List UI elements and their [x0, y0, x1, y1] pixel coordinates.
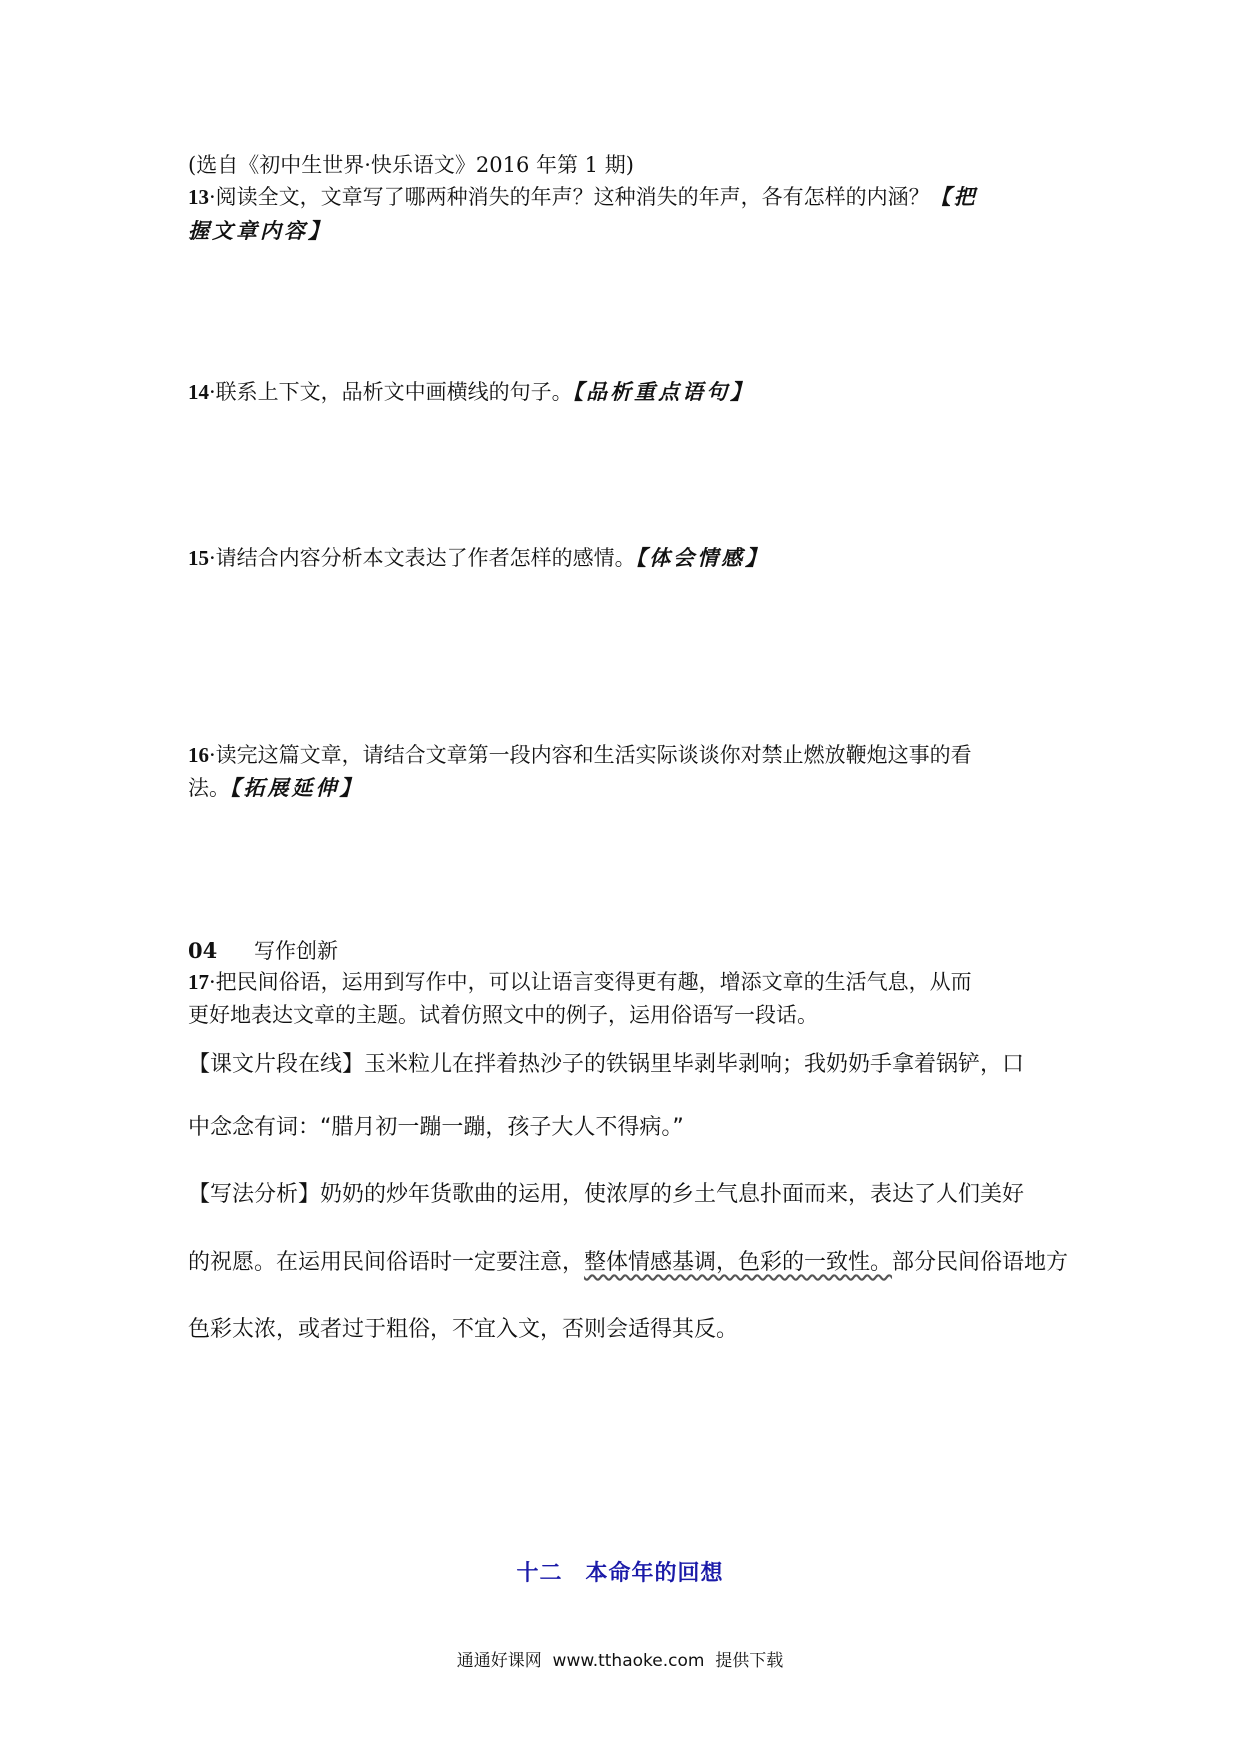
excerpt-text: 玉米粒儿在拌着热沙子的铁锅里毕剥毕剥响；我奶奶手拿着锅铲，口 — [364, 1052, 1025, 1077]
question-tag: 【拓展延伸】 — [230, 775, 364, 800]
question-16-line1 — [188, 740, 972, 770]
question-14 — [188, 377, 754, 407]
question-13-line1 — [188, 182, 978, 212]
question-number: 13 — [188, 185, 209, 209]
question-text: 法。 — [188, 776, 230, 800]
question-tag: 【品析重点语句】 — [572, 379, 755, 404]
question-text: ·请结合内容分析本文表达了作者怎样的感情。 — [209, 546, 636, 570]
analysis-line1 — [188, 1180, 1024, 1210]
source-citation: (选自《初中生世界·快乐语文》2016 年第 1 期) — [188, 153, 634, 177]
footer-credit: 通通好课网 www.tthaoke.com 提供下载 — [456, 1651, 784, 1671]
question-text: ·把民间俗语，运用到写作中，可以让语言变得更有趣，增添文章的生活气息，从而 — [209, 970, 972, 994]
analysis-text: 的祝愿。在运用民间俗语时一定要注意， — [188, 1250, 585, 1275]
excerpt-label: 【课文片段在线】 — [188, 1052, 365, 1077]
question-17-line1 — [188, 967, 972, 997]
question-number: 17 — [188, 970, 209, 994]
question-text: ·联系上下文，品析文中画横线的句子。 — [209, 380, 573, 404]
section-number: 04 — [188, 938, 218, 963]
excerpt-line2 — [188, 1113, 684, 1143]
excerpt-line1 — [188, 1050, 1024, 1080]
question-16-line2 — [188, 773, 364, 803]
analysis-label: 【写法分析】 — [188, 1182, 321, 1207]
question-tag: 握文章内容】 — [188, 218, 332, 243]
question-15 — [188, 543, 769, 573]
analysis-underlined-text: 整体情感基调，色彩的一致性。 — [584, 1250, 893, 1275]
analysis-text: 部分民间俗语地方 — [892, 1250, 1069, 1275]
section-heading — [188, 936, 338, 966]
analysis-line3 — [188, 1315, 738, 1345]
question-number: 15 — [188, 546, 209, 570]
question-text: 更好地表达文章的主题。试着仿照文中的例子，运用俗语写一段话。 — [188, 1003, 818, 1027]
question-text: ·阅读全文，文章写了哪两种消失的年声？这种消失的年声，各有怎样的内涵？ — [209, 185, 930, 209]
question-tag: 【把 — [929, 184, 978, 209]
question-text: ·读完这篇文章，请结合文章第一段内容和生活实际谈谈你对禁止燃放鞭炮这事的看 — [209, 743, 972, 767]
question-tag: 【体会情感】 — [635, 545, 770, 570]
question-13-line2 — [188, 216, 332, 246]
excerpt-text: 中念念有词：“腊月初一蹦一蹦，孩子大人不得病。” — [188, 1115, 684, 1140]
question-17-line2 — [188, 1000, 818, 1030]
analysis-line2 — [188, 1248, 1068, 1278]
section-title: 写作创新 — [254, 939, 338, 963]
analysis-text: 色彩太浓，或者过于粗俗，不宜入文，否则会适得其反。 — [188, 1317, 739, 1342]
analysis-text: 奶奶的炒年货歌曲的运用，使浓厚的乡土气息扑面而来，表达了人们美好 — [320, 1182, 1025, 1207]
question-number: 16 — [188, 743, 209, 767]
question-number: 14 — [188, 380, 209, 404]
chapter-title: 十二 本命年的回想 — [516, 1561, 724, 1586]
